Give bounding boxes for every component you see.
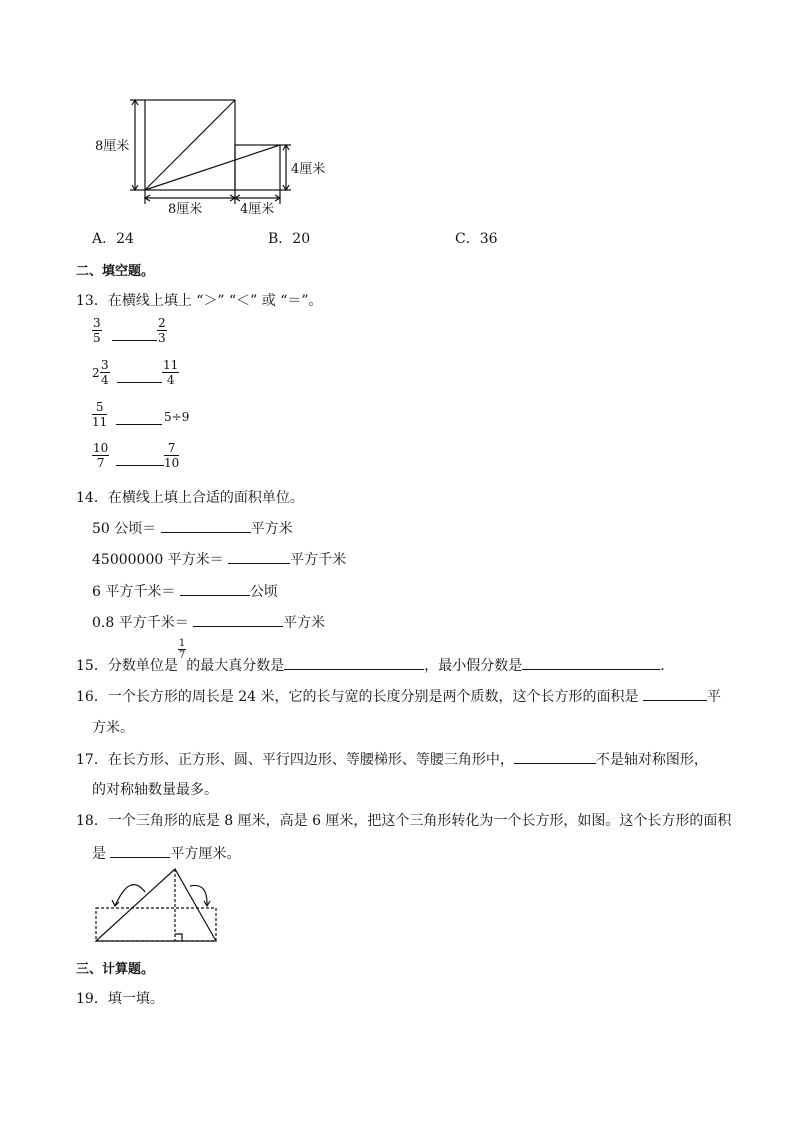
q16-line-2: 方米。 [92,720,134,736]
label-right-4cm: 4厘米 [291,162,326,177]
q15-middle2: ，最小假分数是 [424,658,523,674]
q13-r2-left-fraction: $\frac{3}{4}$ [101,358,109,387]
option-a[interactable] [92,228,134,248]
option-a-letter: A． [92,231,117,247]
q13-r4-left-fraction: $\frac{10}{7}$ [93,441,109,470]
q14-r3-before: 6 平方千米＝ [92,584,180,600]
q14-r3-blank[interactable] [180,581,250,596]
figure-triangle-rectangle [90,862,230,946]
q13-r2-whole: 2 [92,366,100,380]
q14-r4-after: 平方米 [283,615,326,631]
q14-r3-after: 公顷 [249,584,278,600]
option-c[interactable] [455,228,498,248]
q14-r4-blank[interactable] [193,612,283,627]
section-3-heading: 三、计算题。 [76,962,155,977]
diagonal-large [145,100,235,190]
q16-text-end: 平 [706,689,721,705]
q15-unit-fraction: $\frac{1}{7}$ [178,638,186,661]
q16-line-1 [76,686,721,706]
option-c-value: 36 [479,231,498,247]
q15-blank-1[interactable] [284,655,424,670]
q14-r2-before: 45000000 平方米＝ [92,552,229,568]
q14-r1-before: 50 公顷＝ [92,521,161,537]
q13-r3-left-fraction: $\frac{5}{11}$ [92,400,108,429]
option-c-letter: C． [455,231,480,247]
section-2-heading: 二、填空题。 [76,264,155,279]
right-angle-mark [175,934,182,941]
q15 [76,638,675,675]
q14-r1-after: 平方米 [250,521,293,537]
option-b-value: 20 [292,231,311,247]
q13-r2-blank[interactable] [117,368,162,383]
q15-end: ． [660,658,675,674]
q13-r4-right-fraction: $\frac{7}{10}$ [164,441,180,470]
diagonal-long [145,145,280,190]
q17-line-1 [76,749,708,769]
q14-row-3 [92,581,278,601]
q15-blank-2[interactable] [522,655,660,670]
q17-text: 17．在长方形、正方形、圆、平行四边形、等腰梯形、等腰三角形中， [76,752,514,768]
q15-middle: 的最大真分数是 [186,658,285,674]
small-square [235,145,280,190]
q13-r1-right-fraction: $\frac{2}{3}$ [158,316,166,345]
q16-blank[interactable] [643,686,707,701]
q19: 19．填一填。 [76,991,164,1007]
q18-line-2 [92,843,240,863]
label-bottom-4cm: 4厘米 [240,202,275,217]
q13-title: 13．在横线上填上 “＞” “＜” 或 “＝”。 [76,293,323,309]
q13-r2-right-fraction: $\frac{11}{4}$ [163,358,179,387]
figure-squares [90,92,350,224]
arrow-left-curve [115,885,145,906]
q17-blank[interactable] [514,749,596,764]
q13-r3-right-expression: 5÷9 [164,410,190,424]
q15-prefix: 15．分数单位是 [76,658,178,674]
q14-r2-blank[interactable] [228,549,290,564]
q13-r1-blank[interactable] [112,326,157,341]
label-bottom-8cm: 8厘米 [168,202,203,217]
q14-row-4 [92,612,325,632]
option-b[interactable] [268,228,310,248]
option-b-letter: B． [268,231,293,247]
q18-line-1: 18．一个三角形的底是 8 厘米，高是 6 厘米，把这个三角形转化为一个长方形，如图。这个长方形的面积 [76,813,732,829]
q13-r4-blank[interactable] [116,451,164,466]
q14-title: 14．在横线上填上合适的面积单位。 [76,490,304,506]
q13-r3-blank[interactable] [116,410,162,425]
q18-text: 是 [92,846,111,862]
q14-r4-before: 0.8 平方千米＝ [92,615,194,631]
q13-r1-left-fraction: $\frac{3}{5}$ [93,316,101,345]
q14-row-2 [92,549,346,569]
q17-text-end: 不是轴对称图形， [595,752,708,768]
q14-r1-blank[interactable] [161,518,251,533]
option-a-value: 24 [116,231,134,247]
q14-r2-after: 平方千米 [290,552,347,568]
q14-row-1 [92,518,293,538]
q16-text: 16．一个长方形的周长是 24 米，它的长与宽的长度分别是两个质数，这个长方形的面积是 [76,689,643,705]
q18-text-end: 平方厘米。 [170,846,241,862]
q18-blank[interactable] [110,843,170,858]
label-left-8cm: 8厘米 [95,139,130,154]
q17-line-2: 的对称轴数量最多。 [92,782,218,798]
